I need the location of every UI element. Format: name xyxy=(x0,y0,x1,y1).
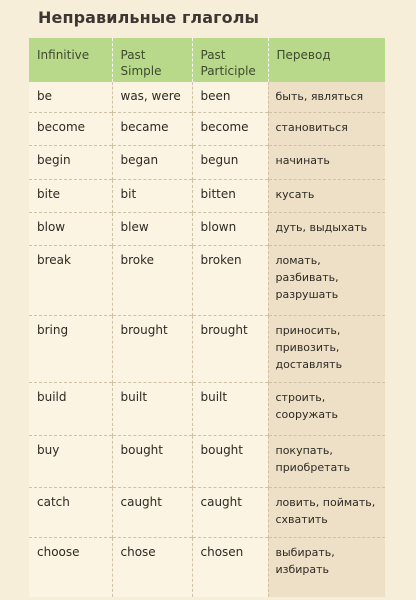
table-row xyxy=(29,382,385,435)
table-row xyxy=(29,82,385,112)
table-row xyxy=(29,315,385,382)
cell-infinitive: be xyxy=(29,82,112,112)
cell-translation: строить, сооружать xyxy=(268,382,385,435)
cell-translation: выбирать, избирать xyxy=(268,537,385,597)
cell-translation: покупать, приобретать xyxy=(268,435,385,487)
cell-past-participle: bitten xyxy=(192,179,268,212)
cell-past-simple: bit xyxy=(112,179,192,212)
cell-past-participle: become xyxy=(192,112,268,145)
cell-infinitive: bite xyxy=(29,179,112,212)
cell-past-simple: chose xyxy=(112,537,192,597)
cell-past-simple: caught xyxy=(112,487,192,537)
cell-translation: начинать xyxy=(268,145,385,179)
cell-translation: приносить, привозить, доставлять xyxy=(268,315,385,382)
cell-past-participle: broken xyxy=(192,245,268,315)
cell-translation: дуть, выдыхать xyxy=(268,212,385,245)
cell-infinitive: buy xyxy=(29,435,112,487)
cell-past-simple: began xyxy=(112,145,192,179)
cell-translation: ловить, поймать, схватить xyxy=(268,487,385,537)
page-title: Неправильные глаголы xyxy=(38,8,260,27)
cell-past-simple: blew xyxy=(112,212,192,245)
cell-past-simple: broke xyxy=(112,245,192,315)
cell-infinitive: bring xyxy=(29,315,112,382)
cell-past-participle: bought xyxy=(192,435,268,487)
table-row xyxy=(29,145,385,179)
table-row xyxy=(29,245,385,315)
header-infinitive: Infinitive xyxy=(29,38,112,82)
table-header-row xyxy=(29,38,385,82)
verbs-table-container xyxy=(29,38,385,600)
table-row xyxy=(29,179,385,212)
cell-past-participle: been xyxy=(192,82,268,112)
cell-past-participle: blown xyxy=(192,212,268,245)
cell-infinitive: catch xyxy=(29,487,112,537)
header-translation: Перевод xyxy=(268,38,385,82)
cell-infinitive: break xyxy=(29,245,112,315)
cell-past-simple: bought xyxy=(112,435,192,487)
cell-translation: ломать, разбивать, разрушать xyxy=(268,245,385,315)
header-past-participle: Past Participle xyxy=(192,38,268,82)
cell-infinitive: blow xyxy=(29,212,112,245)
table-row xyxy=(29,112,385,145)
cell-infinitive: build xyxy=(29,382,112,435)
cell-past-participle: caught xyxy=(192,487,268,537)
cell-past-participle: begun xyxy=(192,145,268,179)
cell-past-participle: brought xyxy=(192,315,268,382)
cell-infinitive: begin xyxy=(29,145,112,179)
table-row xyxy=(29,212,385,245)
cell-infinitive: choose xyxy=(29,537,112,597)
cell-past-simple: built xyxy=(112,382,192,435)
cell-past-participle: built xyxy=(192,382,268,435)
irregular-verbs-table xyxy=(29,38,385,597)
cell-translation: становиться xyxy=(268,112,385,145)
cell-past-simple: was, were xyxy=(112,82,192,112)
cell-infinitive: become xyxy=(29,112,112,145)
header-past-simple: Past Simple xyxy=(112,38,192,82)
cell-past-simple: became xyxy=(112,112,192,145)
table-row xyxy=(29,487,385,537)
cell-past-simple: brought xyxy=(112,315,192,382)
table-row xyxy=(29,435,385,487)
cell-translation: кусать xyxy=(268,179,385,212)
table-row xyxy=(29,537,385,597)
cell-past-participle: chosen xyxy=(192,537,268,597)
cell-translation: быть, являться xyxy=(268,82,385,112)
